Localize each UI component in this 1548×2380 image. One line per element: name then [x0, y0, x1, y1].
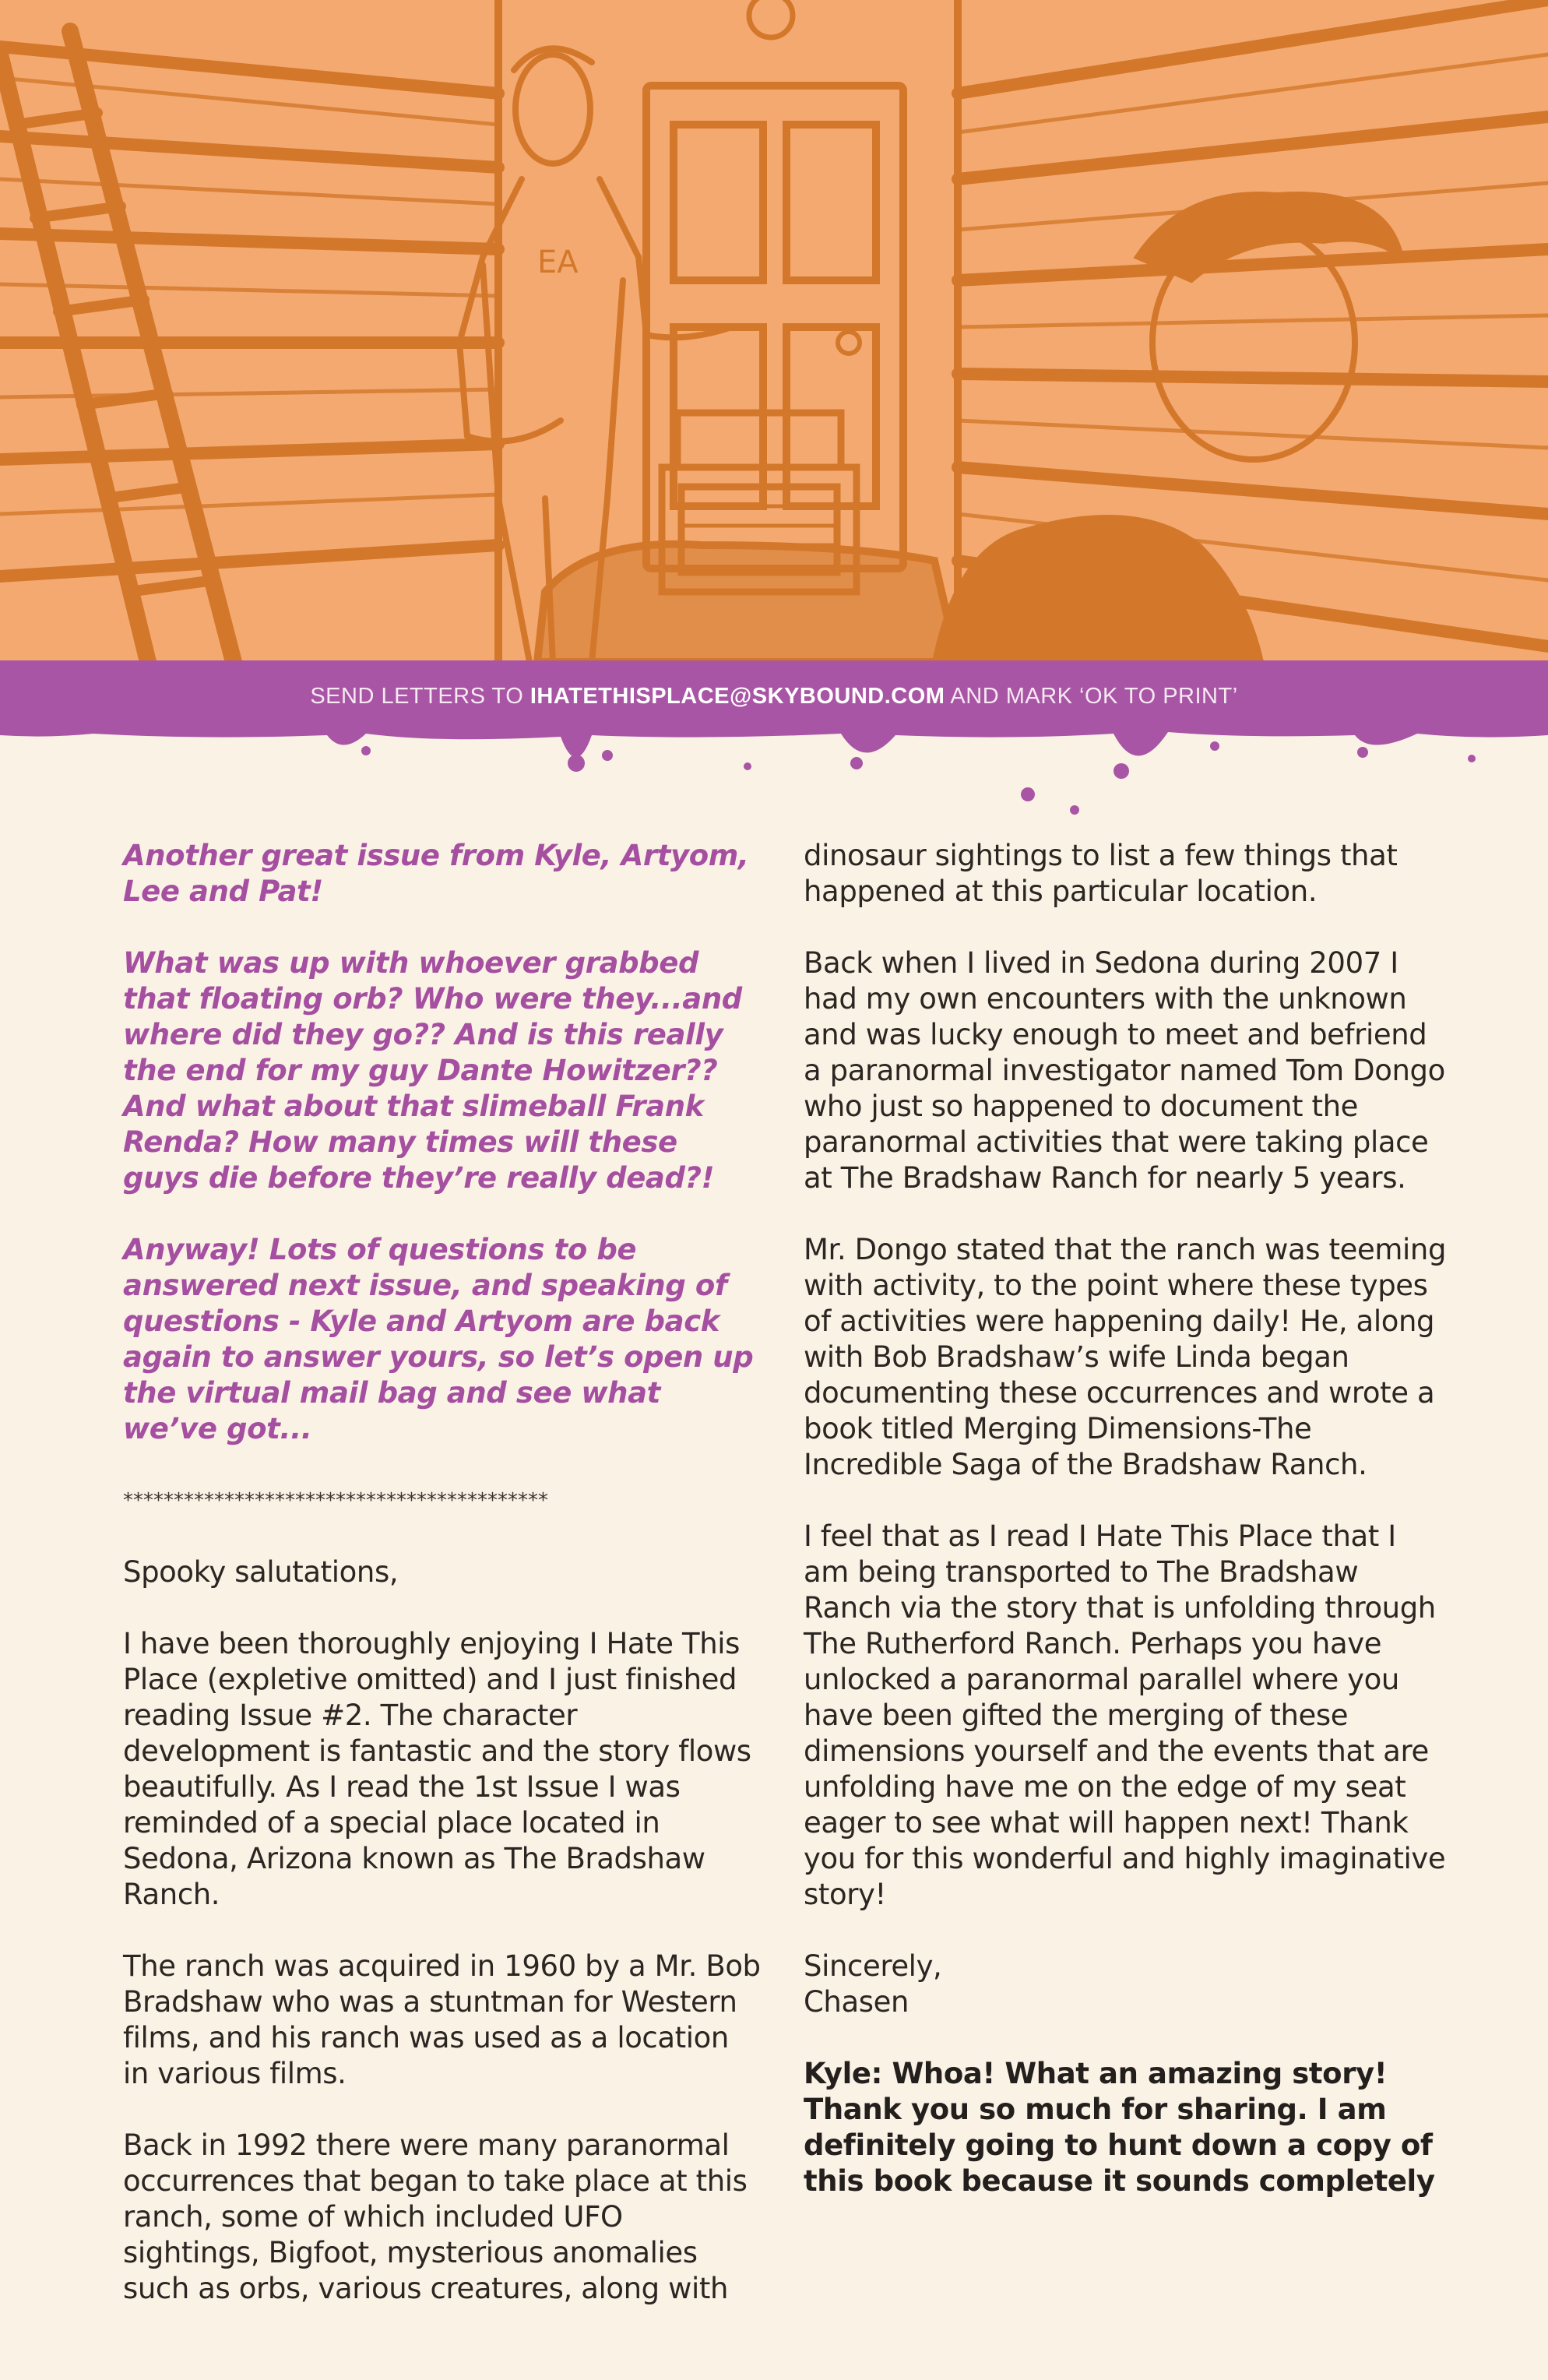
letter-signoff-block: [804, 1949, 1450, 2020]
letter-paragraph-5: Mr. Dongo stated that the ranch was teeming with activity, to the point where these types of activities were happening daily! He, along with Bob Bradshaw’s wife Linda began documenting these occurrences and wrote a book titled Merging Dimensions-The Incredible Saga of the Bradshaw Ranch.: [804, 1233, 1447, 1481]
editor-intro-paragraph-3: Anyway! Lots of questions to be answered next issue, and speaking of questions - Kyle and Artyom are back again to answer yours, so let’s open up the virtual mail bag and see what we’ve got...: [123, 1233, 754, 1445]
banner-prefix: SEND LETTERS TO: [310, 683, 530, 709]
header-illustration: [0, 0, 1548, 662]
svg-text:EA: EA: [537, 245, 579, 280]
left-column: [123, 838, 762, 2343]
letter-paragraph-3: Back in 1992 there were many paranormal occurrences that began to take place at this ranch, some of which included UFO sightings, Bigfoot, mysterious anomalies such as orbs, various creatures, along with: [123, 2128, 748, 2305]
banner-email-link[interactable]: IHATETHISPLACE@SKYBOUND.COM: [529, 683, 945, 709]
paint-drips-decoration: [0, 724, 1548, 818]
letter-greeting: Spooky salutations,: [123, 1555, 399, 1589]
room-scene-art: [0, 0, 1548, 662]
letter-signoff: Sincerely,: [804, 1949, 942, 1983]
right-column: [804, 838, 1450, 2235]
editor-intro-paragraph-1: Another great issue from Kyle, Artyom, Lee and Pat!: [123, 839, 749, 908]
letter-signature: Chasen: [804, 1985, 909, 2019]
letter-paragraph-1: I have been thoroughly enjoying I Hate This Place (expletive omitted) and I just finished reading Issue #2. The character development is fantastic and the story flows beautifully. As I read the 1st Issue I was reminded of a special place located in Sedona, Arizona known as The Bradshaw Ranch.: [123, 1627, 751, 1911]
letter-paragraph-3-continued: dinosaur sightings to list a few things that happened at this particular location.: [804, 839, 1398, 908]
editor-intro-paragraph-2: What was up with whoever grabbed that floating orb? Who were they...and where did they go?? And is this really the end for my guy Dante Howitzer?? And what about that slimeball Frank Renda? How many times will these guys die before they’re really dead?!: [123, 946, 742, 1195]
creator-reply: Kyle: Whoa! What an amazing story! Thank you so much for sharing. I am definitely going to hunt down a copy of this book because it sounds completely: [804, 2057, 1435, 2198]
section-divider: ******************************************: [123, 1489, 548, 1512]
banner-suffix: AND MARK ‘OK TO PRINT’: [945, 683, 1238, 709]
letter-paragraph-2: The ranch was acquired in 1960 by a Mr. Bob Bradshaw who was a stuntman for Western films, and his ranch was used as a location in various films.: [123, 1949, 761, 2090]
letter-paragraph-4: Back when I lived in Sedona during 2007 I had my own encounters with the unknown and was lucky enough to meet and befriend a paranormal investigator named Tom Dongo who just so happened to document the paranormal activities that were taking place at The Bradshaw Ranch for nearly 5 years.: [804, 946, 1445, 1195]
submission-banner: [0, 660, 1548, 732]
letter-paragraph-6: I feel that as I read I Hate This Place that I am being transported to The Bradshaw Ranch via the story that is unfolding through The Rutherford Ranch. Perhaps you have unlocked a paranormal parallel where you have been gifted the merging of these dimensions yourself and the events that are unfolding have me on the edge of my seat eager to see what will happen next! Thank you for this wonderful and highly imaginative story!: [804, 1519, 1446, 1911]
